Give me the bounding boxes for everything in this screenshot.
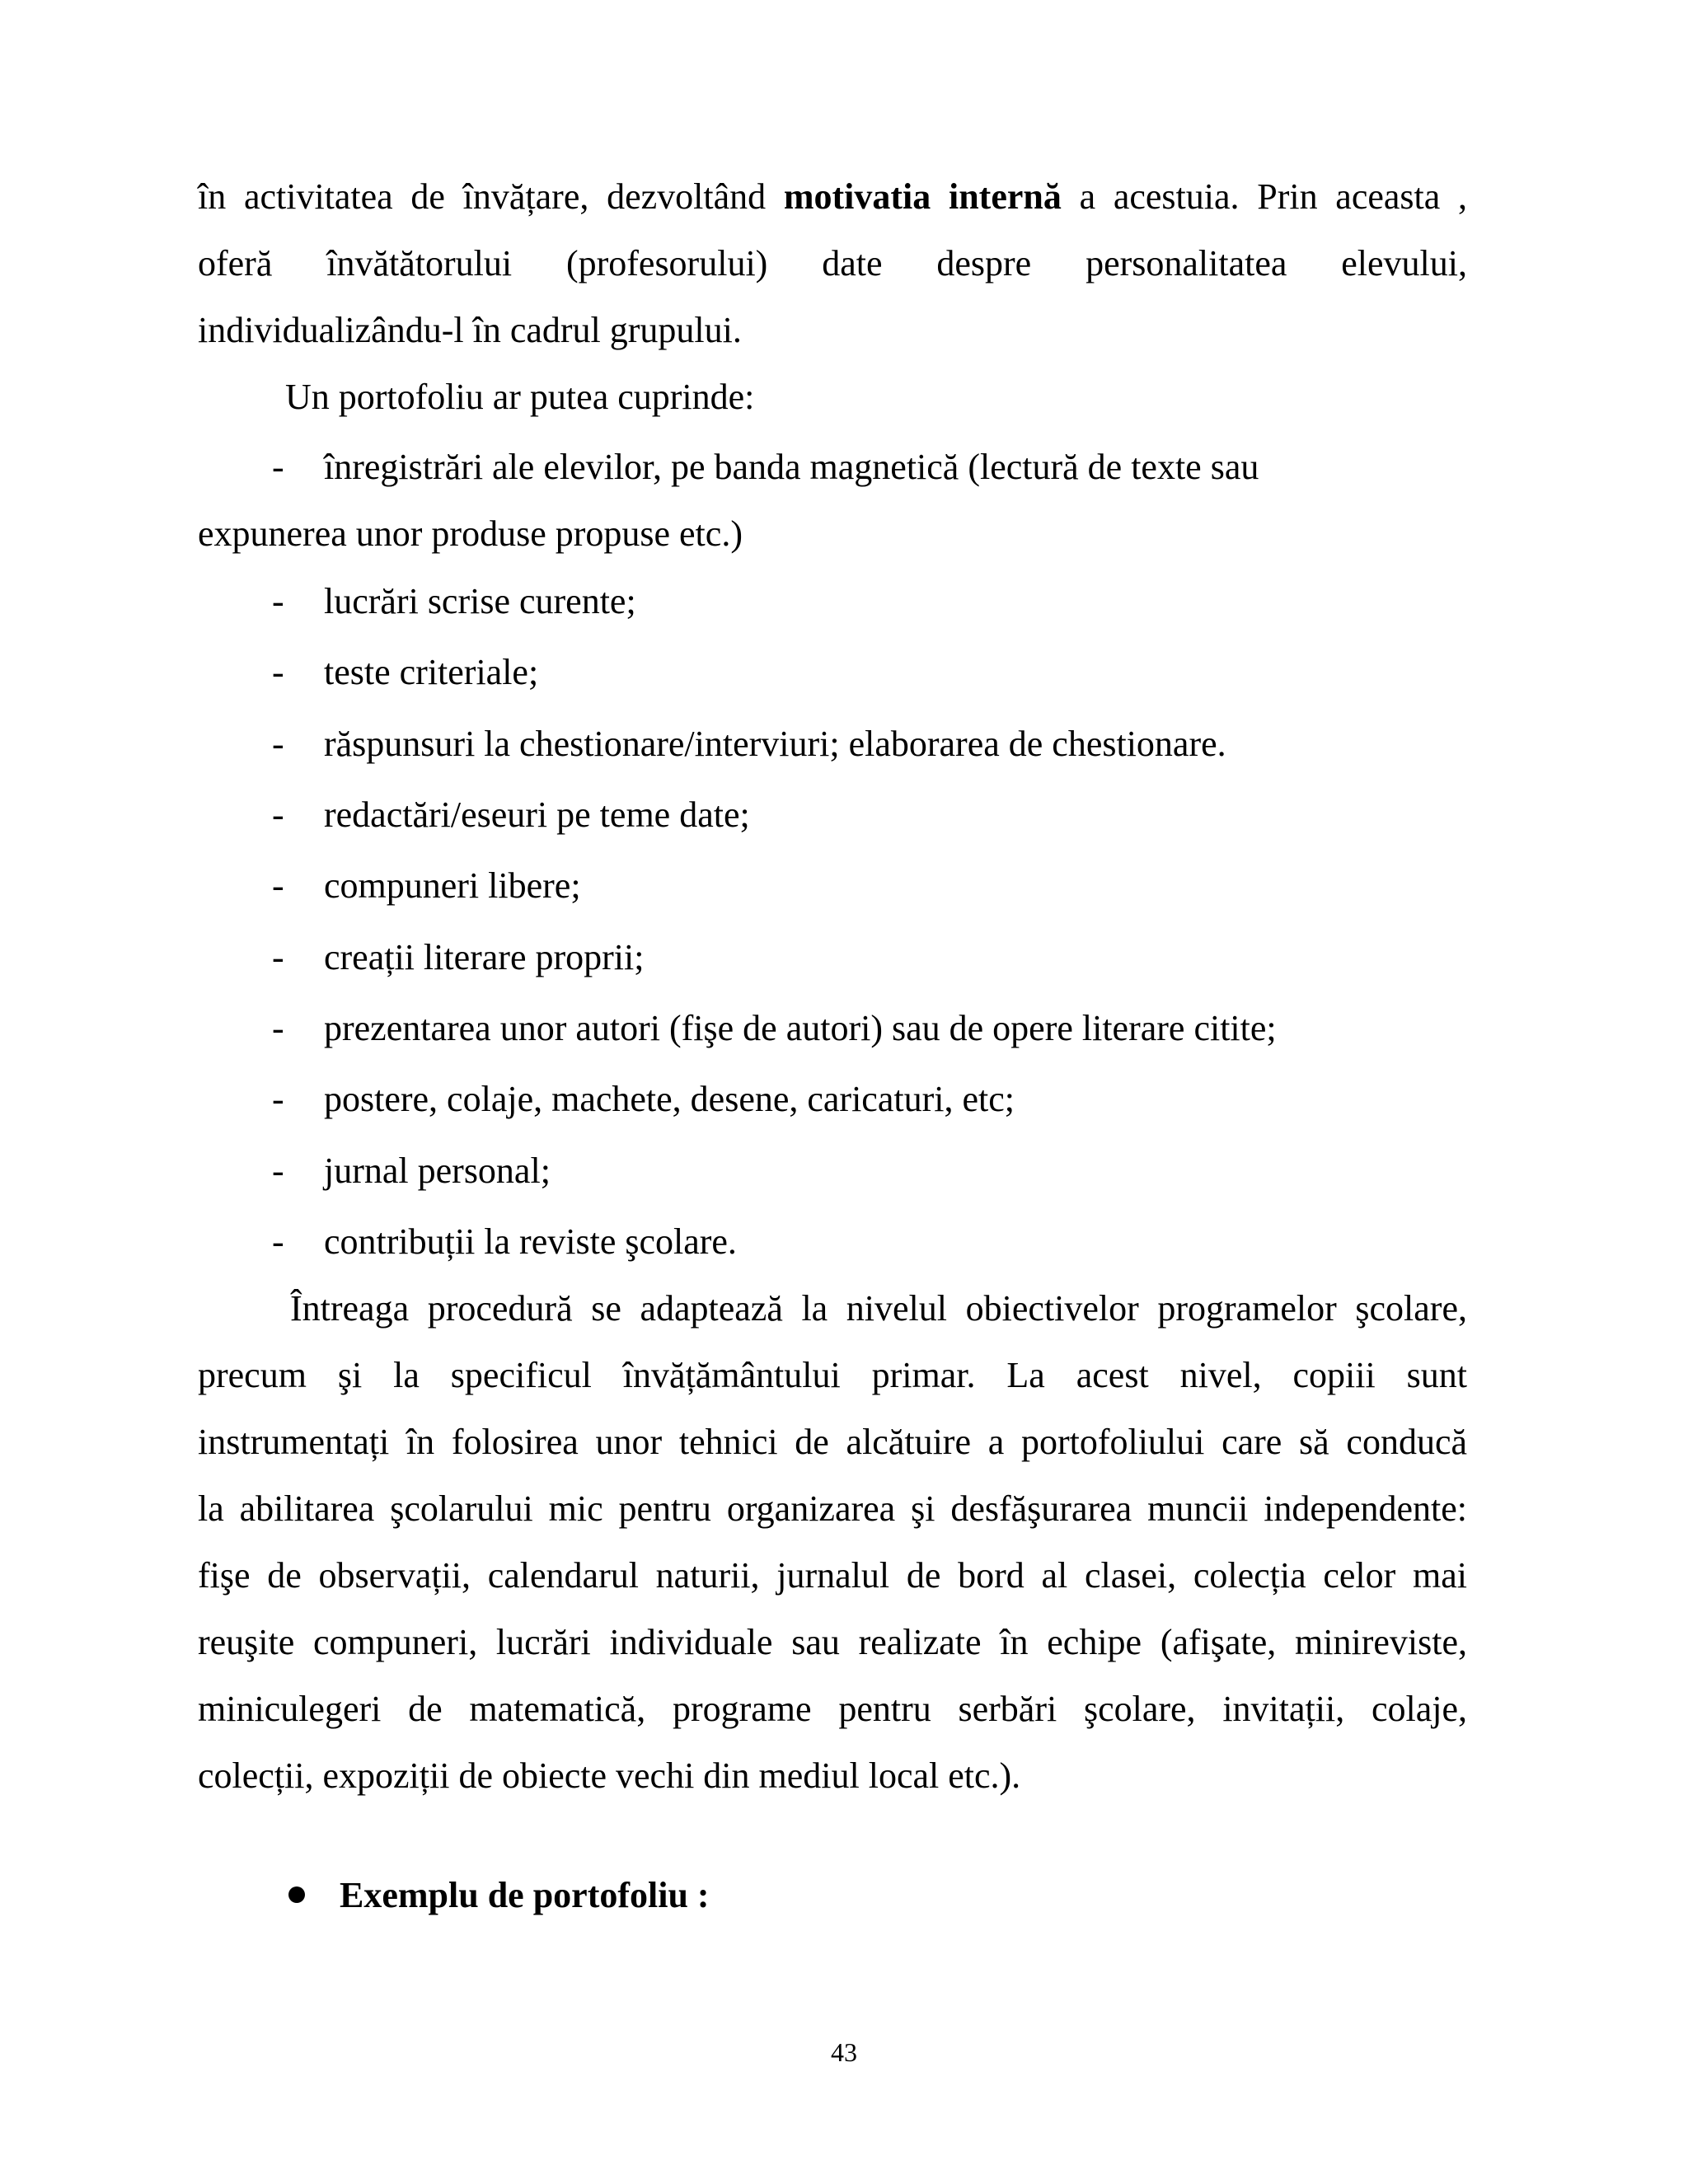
bold-phrase: motivatia internă bbox=[783, 176, 1062, 217]
list-item: redactări/eseuri pe teme date; bbox=[324, 794, 750, 835]
list-item: postere, colaje, machete, desene, caricaturi, etc; bbox=[324, 1079, 1015, 1119]
bullet-icon bbox=[288, 1886, 305, 1903]
list-item-text: înregistrări ale elevilor, pe banda magnetică (lectură de texte sau bbox=[324, 447, 1259, 487]
paragraph-line: colecții, expoziții de obiecte vechi din mediul local etc.). bbox=[198, 1755, 1021, 1796]
list-item-continuation: expunerea unor produse propuse etc.) bbox=[198, 513, 743, 554]
portfolio-intro: Un portofoliu ar putea cuprinde: bbox=[285, 377, 755, 417]
list-item: lucrări scrise curente; bbox=[324, 581, 636, 621]
paragraph-line: Întreaga procedură se adaptează la nivelul obiectivelor programelor şcolare, bbox=[290, 1288, 1467, 1329]
list-marker: - bbox=[272, 1008, 284, 1048]
paragraph-line: individualizându-l în cadrul grupului. bbox=[198, 310, 742, 350]
list-marker: - bbox=[272, 447, 284, 487]
list-marker: - bbox=[272, 581, 284, 621]
text-run: în activitatea de învățare, dezvoltând bbox=[198, 176, 767, 217]
list-item: jurnal personal; bbox=[324, 1151, 551, 1191]
list-marker: - bbox=[272, 652, 284, 692]
section-heading: Exemplu de portofoliu : bbox=[340, 1875, 710, 1915]
paragraph-line: instrumentați în folosirea unor tehnici de alcătuire a portofoliului care să conducă bbox=[198, 1422, 1467, 1462]
text-run: a acestuia. Prin aceasta , bbox=[1079, 176, 1468, 217]
paragraph-line: la abilitarea şcolarului mic pentru organizarea şi desfăşurarea muncii independente: bbox=[198, 1488, 1467, 1529]
page-number: 43 bbox=[831, 2037, 857, 2067]
list-item: creații literare proprii; bbox=[324, 937, 645, 977]
list-item: prezentarea unor autori (fişe de autori) sau de opere literare citite; bbox=[324, 1008, 1277, 1048]
list-marker: - bbox=[272, 1079, 284, 1119]
paragraph-line: reuşite compuneri, lucrări individuale sau realizate în echipe (afişate, minireviste, bbox=[198, 1622, 1467, 1662]
list-marker: - bbox=[272, 794, 284, 835]
list-item: răspunsuri la chestionare/interviuri; elaborarea de chestionare. bbox=[324, 724, 1226, 764]
list-marker: - bbox=[272, 724, 284, 764]
list-marker: - bbox=[272, 865, 284, 906]
paragraph-line: oferă învătătorului (profesorului) date despre personalitatea elevului, bbox=[198, 243, 1467, 284]
list-marker: - bbox=[272, 937, 284, 977]
paragraph-line bbox=[198, 163, 1467, 230]
list-marker: - bbox=[272, 1151, 284, 1191]
list-item: teste criteriale; bbox=[324, 652, 539, 692]
paragraph-line: miniculegeri de matematică, programe pentru serbări şcolare, invitații, colaje, bbox=[198, 1689, 1467, 1729]
paragraph-line: precum şi la specificul învățământului primar. La acest nivel, copiii sunt bbox=[198, 1355, 1467, 1395]
list-marker: - bbox=[272, 1221, 284, 1262]
paragraph-line: fişe de observații, calendarul naturii, jurnalul de bord al clasei, colecția celor mai bbox=[198, 1555, 1467, 1596]
list-item: contribuții la reviste şcolare. bbox=[324, 1221, 737, 1262]
list-item: compuneri libere; bbox=[324, 865, 581, 906]
